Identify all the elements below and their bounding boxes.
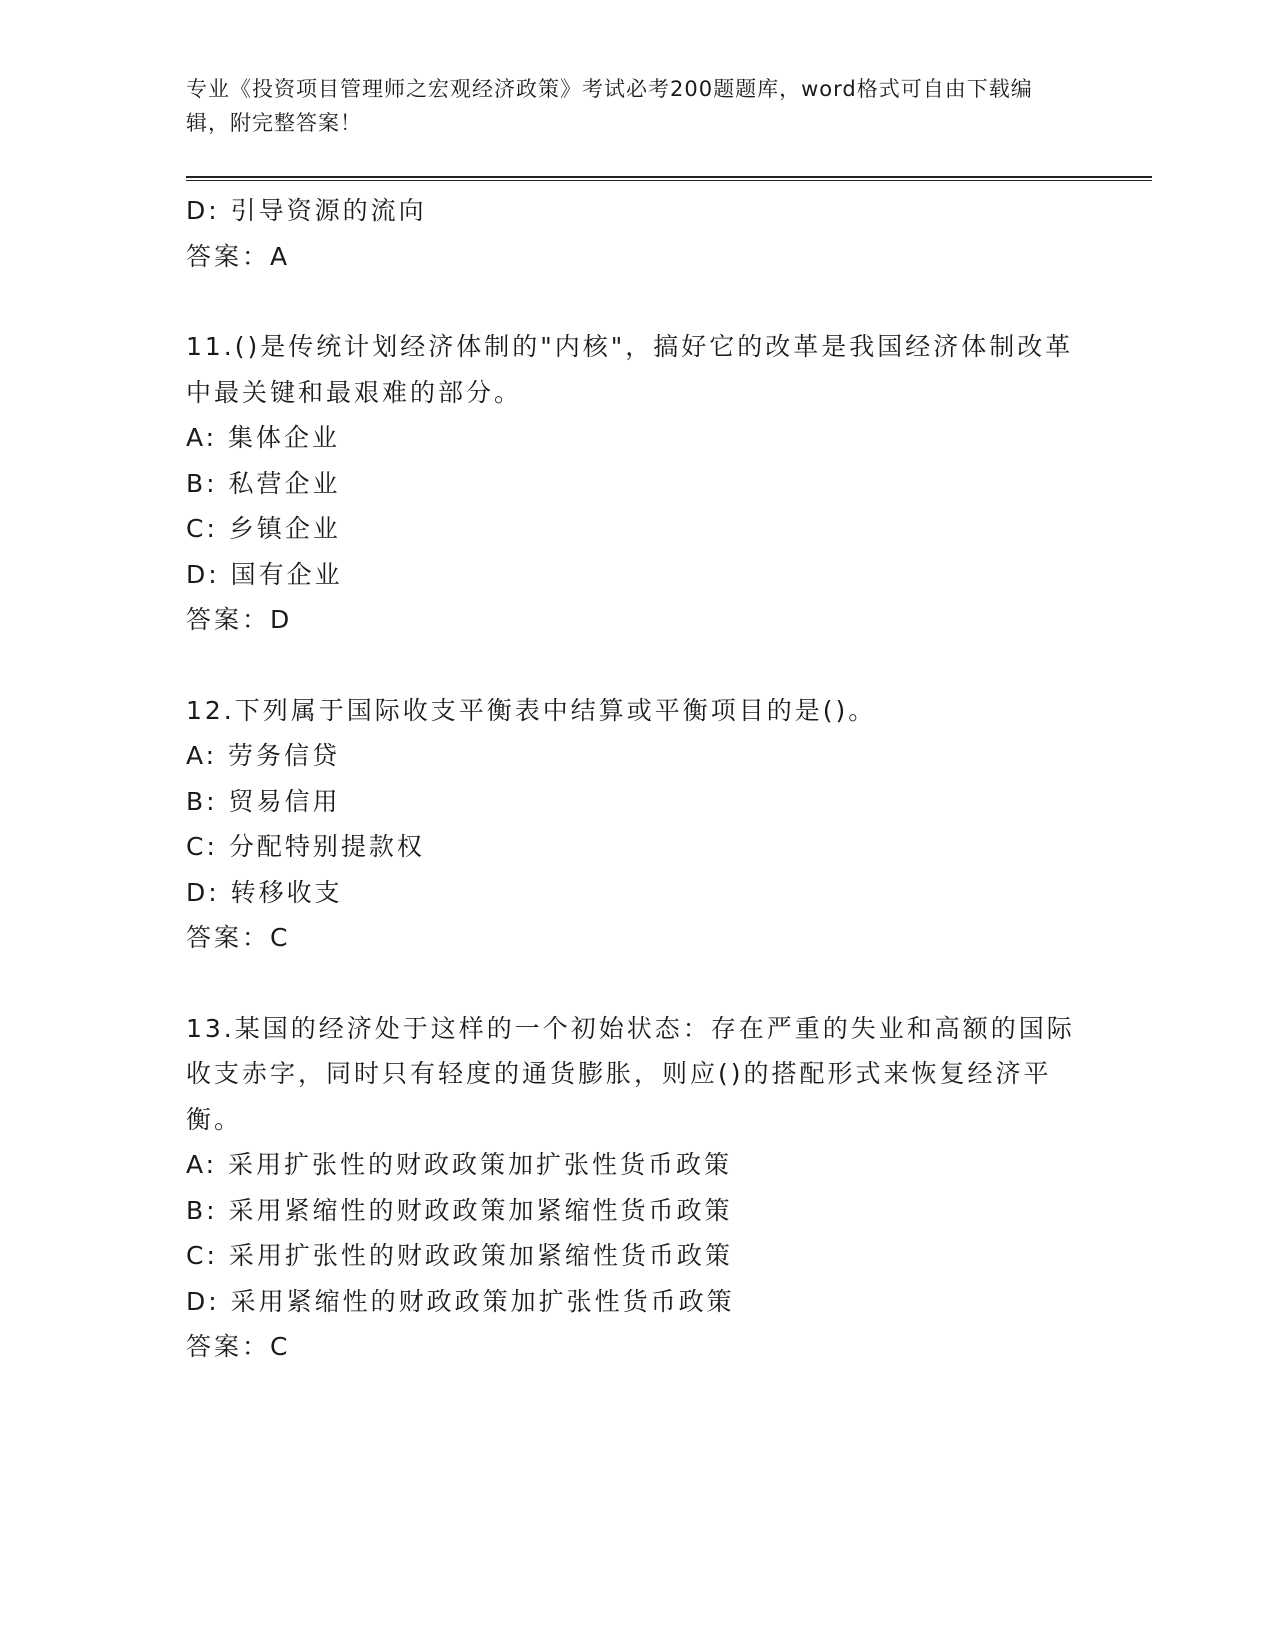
header-divider: [186, 176, 1152, 181]
answer-line: 答案：D: [186, 605, 293, 634]
question-13: [186, 1006, 1086, 1370]
question-stem: 12.下列属于国际收支平衡表中结算或平衡项目的是()。: [186, 695, 877, 725]
option-a: A: 劳务信贷: [186, 741, 341, 770]
option-d: D: 国有企业: [186, 559, 343, 589]
answer-line: 答案：C: [186, 1332, 291, 1361]
document-body: [186, 188, 1086, 1370]
option-d: D: 引导资源的流向: [186, 196, 427, 225]
option-b: B: 贸易信用: [186, 786, 341, 816]
spacer: [186, 961, 1086, 1006]
option-a: A: 采用扩张性的财政政策加扩张性货币政策: [186, 1150, 733, 1179]
option-c: C: 乡镇企业: [186, 514, 341, 543]
spacer: [186, 643, 1086, 688]
option-d: D: 转移收支: [186, 877, 343, 907]
question-11: [186, 324, 1086, 643]
answer-line: 答案：C: [186, 923, 291, 952]
option-c: C: 采用扩张性的财政政策加紧缩性货币政策: [186, 1241, 733, 1270]
question-stem: 13.某国的经济处于这样的一个初始状态：存在严重的失业和高额的国际收支赤字，同时只有轻度的通货膨胀，则应()的搭配形式来恢复经济平衡。: [186, 1013, 1075, 1134]
spacer: [186, 279, 1086, 324]
question-10-continued: [186, 188, 1086, 279]
option-c: C: 分配特别提款权: [186, 832, 425, 861]
option-a: A: 集体企业: [186, 423, 341, 452]
question-stem: 11.()是传统计划经济体制的"内核"，搞好它的改革是我国经济体制改革中最关键和最艰难的部分。: [186, 332, 1074, 407]
option-b: B: 私营企业: [186, 468, 341, 498]
page-header: 专业《投资项目管理师之宏观经济政策》考试必考200题题库，word格式可自由下载编辑，附完整答案！: [186, 77, 1033, 135]
answer-line: 答案：A: [186, 241, 291, 271]
option-b: B: 采用紧缩性的财政政策加紧缩性货币政策: [186, 1195, 733, 1225]
option-d: D: 采用紧缩性的财政政策加扩张性货币政策: [186, 1286, 735, 1316]
question-12: [186, 688, 1086, 961]
